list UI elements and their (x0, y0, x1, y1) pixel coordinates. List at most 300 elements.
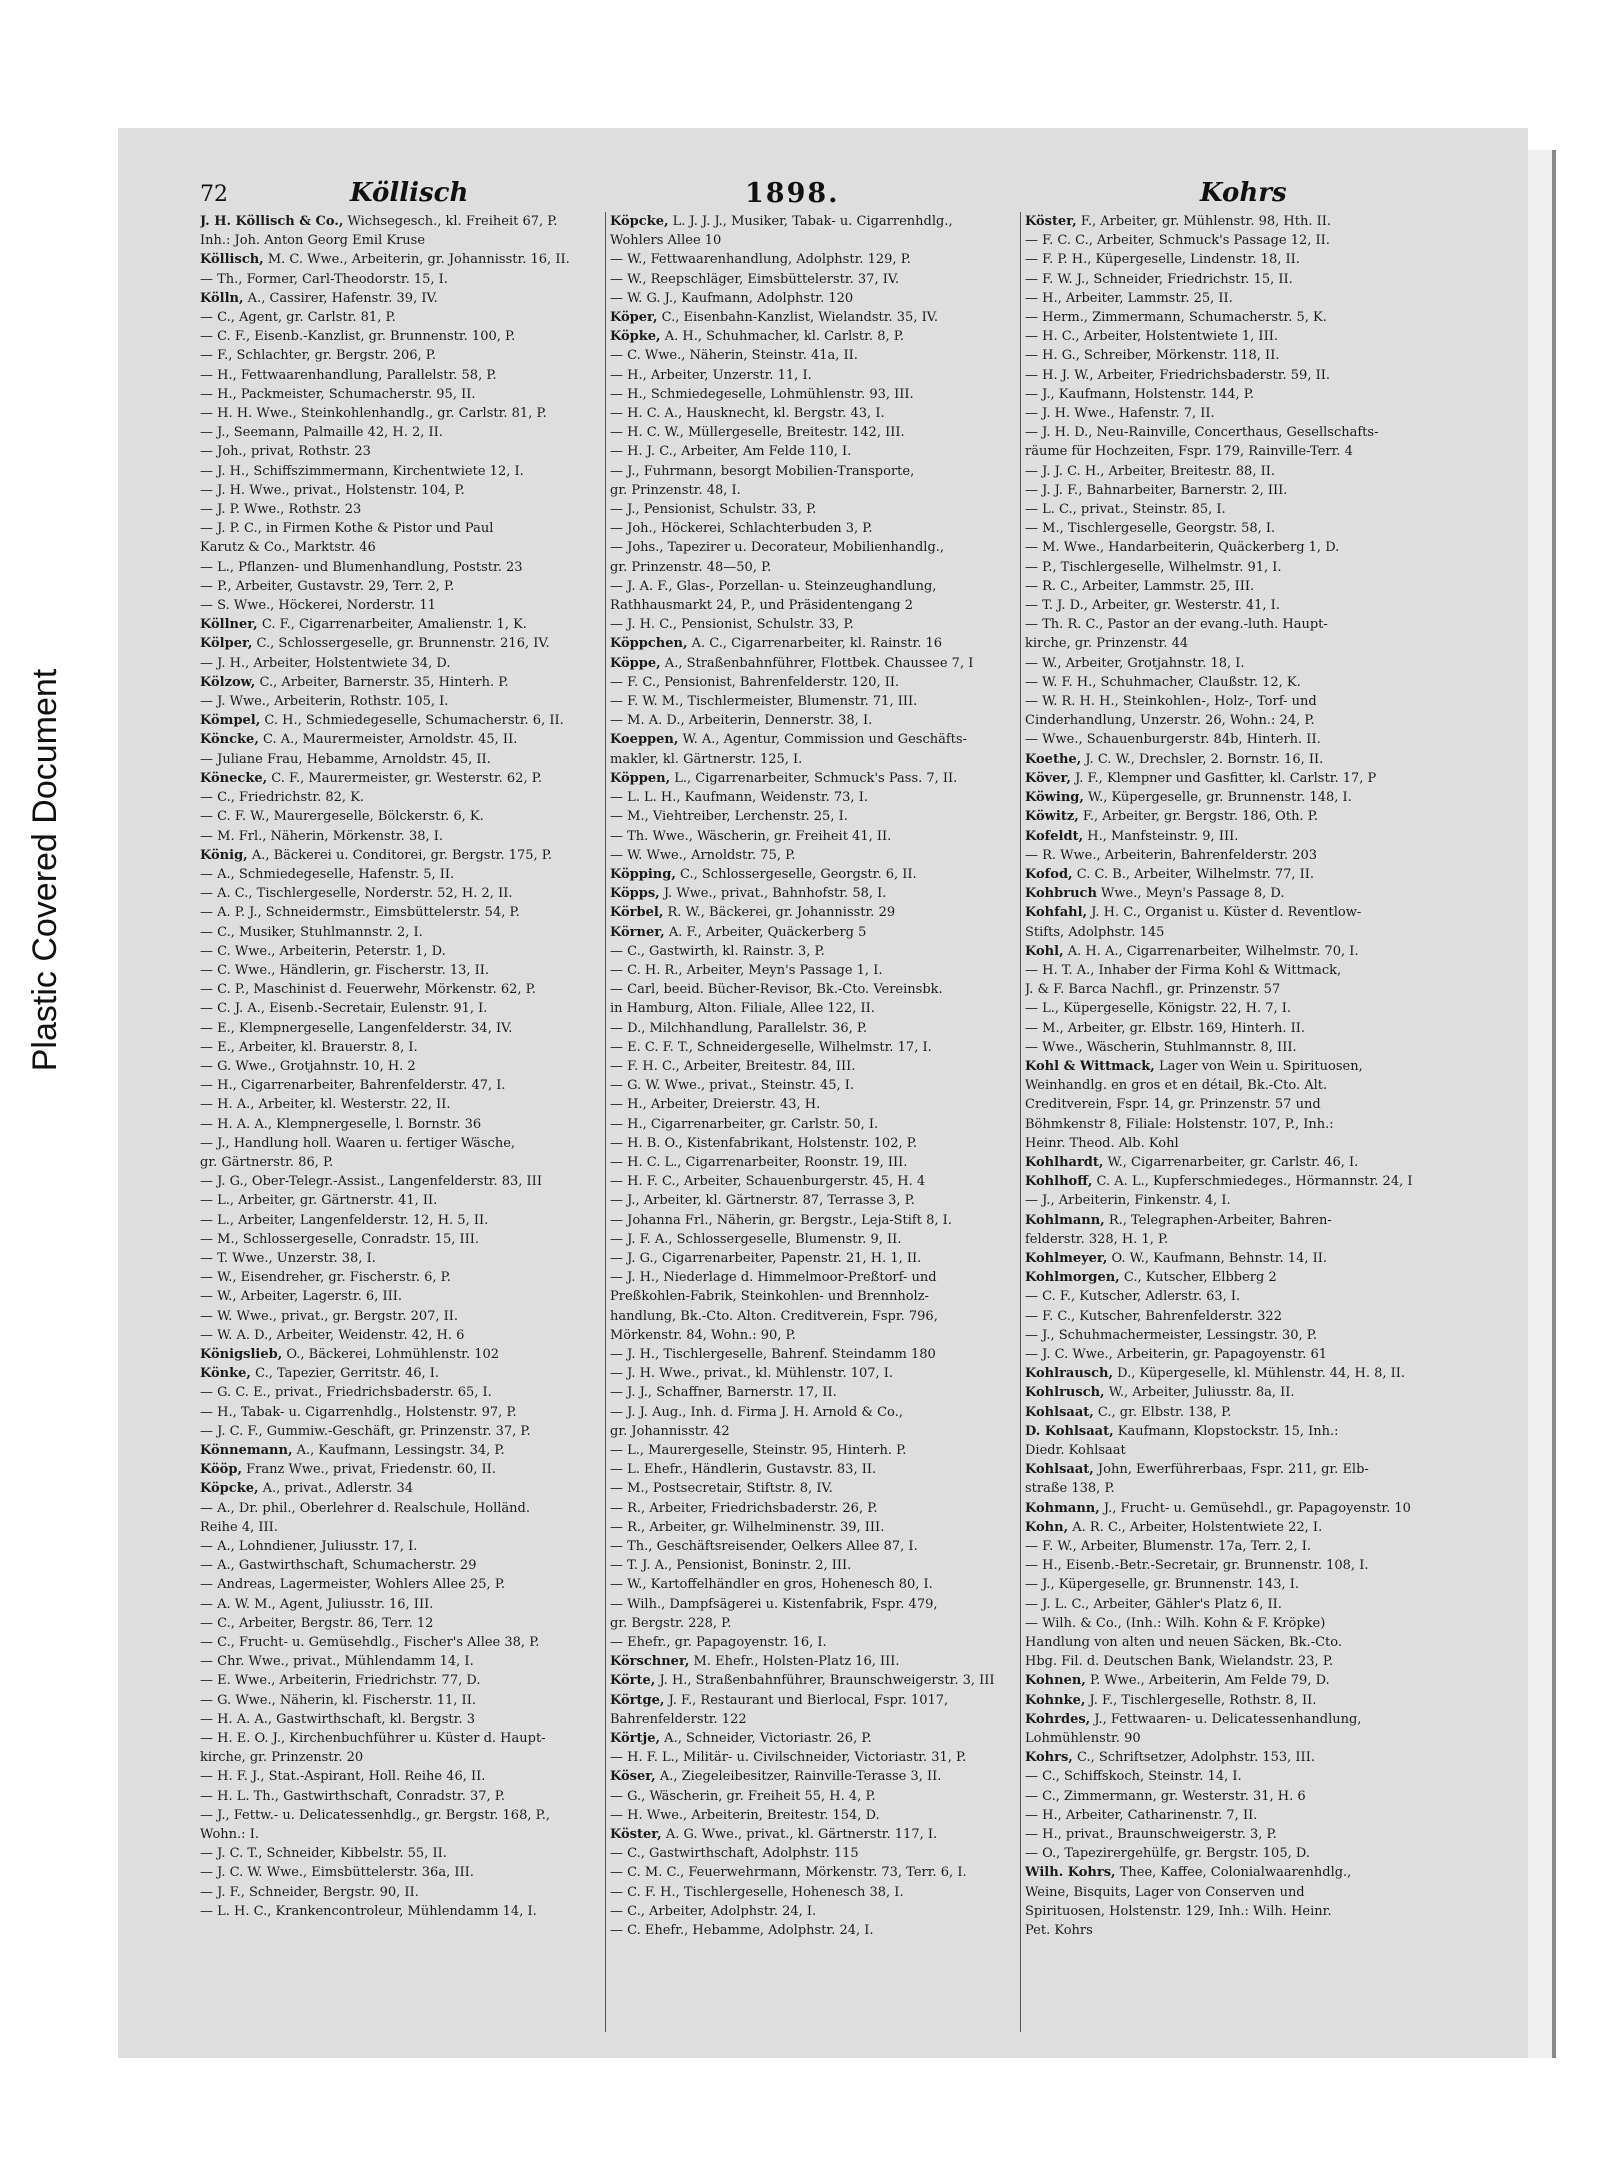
directory-entry (1025, 519, 1440, 538)
directory-entry (610, 366, 1020, 385)
entry-text: — C., Arbeiter, Adolphstr. 24, I. (610, 1903, 817, 1919)
directory-entry (610, 1460, 1020, 1479)
directory-entry (610, 1134, 1020, 1153)
directory-entry (200, 1287, 620, 1306)
directory-entry (610, 1633, 1020, 1652)
entry-text: — R., Arbeiter, gr. Wilhelminenstr. 39, III. (610, 1519, 885, 1535)
directory-entry (200, 500, 620, 519)
directory-entry (200, 884, 620, 903)
entry-name: Kohmann, (1025, 1500, 1100, 1516)
entry-text: — C. Ehefr., Hebamme, Adolphstr. 24, I. (610, 1923, 874, 1939)
entry-text: Weine, Bisquits, Lager von Conserven und (1025, 1884, 1305, 1900)
directory-entry (1025, 1691, 1440, 1710)
entry-text: F., Arbeiter, gr. Mühlenstr. 98, Hth. II. (1076, 214, 1331, 229)
directory-entry (200, 1153, 620, 1172)
entry-text: — Carl, beeid. Bücher-Revisor, Bk.-Cto. Vereinsbk. (610, 982, 943, 998)
directory-entry (200, 1364, 620, 1383)
entry-text: — L., Küpergeselle, Königstr. 22, H. 7, I. (1025, 1001, 1292, 1017)
directory-entry (610, 1383, 1020, 1402)
directory-entry (200, 1230, 620, 1249)
entry-name: Köpke, (610, 329, 661, 345)
entry-text: — G., Wäscherin, gr. Freiheit 55, H. 4, P. (610, 1788, 876, 1804)
directory-entry (200, 462, 620, 481)
directory-entry (1025, 807, 1440, 826)
header-year: 1898. (745, 178, 840, 209)
entry-text: — W., Arbeiter, Lagerstr. 6, III. (200, 1289, 402, 1305)
entry-text: — J. C. T., Schneider, Kibbelstr. 55, II. (200, 1846, 447, 1862)
directory-entry (1025, 1479, 1440, 1498)
entry-text: — J., Küpergeselle, gr. Brunnenstr. 143, I. (1025, 1577, 1300, 1593)
entry-text: — W., Reepschläger, Eimsbüttelerstr. 37, IV. (610, 271, 900, 287)
entry-text: — J., Schuhmachermeister, Lessingstr. 30, P. (1025, 1327, 1318, 1343)
header-last-entry: Kohrs (1200, 178, 1287, 208)
entry-text: — A., Gastwirthschaft, Schumacherstr. 29 (200, 1558, 477, 1574)
entry-text: Reihe 4, III. (200, 1519, 278, 1535)
entry-text: — A. C., Tischlergeselle, Norderstr. 52, H. 2, II. (200, 886, 513, 902)
directory-entry (1025, 615, 1440, 634)
entry-text: in Hamburg, Alton. Filiale, Allee 122, II. (610, 1001, 875, 1017)
entry-name: Körtje, (610, 1731, 661, 1747)
directory-entry (200, 999, 620, 1018)
entry-text: — G. Wwe., Grotjahnstr. 10, H. 2 (200, 1058, 416, 1074)
directory-entry (1025, 538, 1440, 557)
entry-text: — H. F. C., Arbeiter, Schauenburgerstr. 45, H. 4 (610, 1174, 926, 1190)
entry-text: W. A., Agentur, Commission und Geschäfts- (678, 732, 967, 748)
directory-entry (200, 1499, 620, 1518)
directory-entry (610, 1556, 1020, 1575)
directory-entry (1025, 1383, 1440, 1402)
directory-entry (1025, 1134, 1440, 1153)
entry-text: Heinr. Theod. Alb. Kohl (1025, 1135, 1179, 1151)
entry-text: P. Wwe., Arbeiterin, Am Felde 79, D. (1085, 1673, 1330, 1689)
directory-entry (610, 692, 1020, 711)
entry-text: kirche, gr. Prinzenstr. 44 (1025, 636, 1189, 652)
directory-entry (200, 980, 620, 999)
directory-entry (610, 730, 1020, 749)
entry-name: Kohl & Wittmack, (1025, 1058, 1155, 1074)
directory-entry (610, 577, 1020, 596)
directory-entry (200, 1095, 620, 1114)
entry-text: C., Arbeiter, Barnerstr. 35, Hinterh. P. (255, 674, 509, 690)
entry-text: — J. J. C. H., Arbeiter, Breitestr. 88, II. (1025, 463, 1275, 479)
directory-entry (1025, 903, 1440, 922)
directory-entry (1025, 1249, 1440, 1268)
entry-text: gr. Bergstr. 228, P. (610, 1615, 732, 1631)
entry-text: J., Fettwaaren- u. Delicatessenhandlung, (1090, 1711, 1362, 1727)
directory-entry (200, 1268, 620, 1287)
entry-name: Köper, (610, 310, 658, 326)
directory-entry (200, 1787, 620, 1806)
directory-entry (1025, 1191, 1440, 1210)
entry-text: — R., Arbeiter, Friedrichsbaderstr. 26, P. (610, 1500, 878, 1516)
directory-entry (200, 270, 620, 289)
directory-entry (610, 212, 1020, 231)
directory-entry (610, 423, 1020, 442)
entry-text: — C., Frucht- u. Gemüsehdlg., Fischer's Allee 38, P. (200, 1635, 540, 1651)
entry-name: J. H. Köllisch & Co., (200, 214, 344, 229)
directory-entry (200, 1556, 620, 1575)
entry-text: — M., Arbeiter, gr. Elbstr. 169, Hinterh. II. (1025, 1020, 1305, 1036)
directory-entry (200, 1863, 620, 1882)
directory-entry (200, 577, 620, 596)
entry-text: — C., Friedrichstr. 82, K. (200, 790, 365, 806)
entry-text: — A., Dr. phil., Oberlehrer d. Realschule, Holländ. (200, 1500, 531, 1516)
directory-entry (610, 346, 1020, 365)
directory-entry (1025, 1883, 1440, 1902)
directory-entry (200, 1134, 620, 1153)
entry-text: — L., Arbeiter, Langenfelderstr. 12, H. 5, II. (200, 1212, 489, 1228)
entry-text: — Th. R. C., Pastor an der evang.-luth. Haupt- (1025, 617, 1328, 633)
directory-entry (200, 385, 620, 404)
entry-text: — C., Zimmermann, gr. Westerstr. 31, H. 6 (1025, 1788, 1306, 1804)
entry-name: Kofeldt, (1025, 828, 1084, 844)
entry-text: — Chr. Wwe., privat., Mühlendamm 14, I. (200, 1654, 474, 1670)
entry-text: — Juliane Frau, Hebamme, Arnoldstr. 45, II. (200, 751, 491, 767)
directory-entry (1025, 1537, 1440, 1556)
directory-entry (610, 827, 1020, 846)
entry-name: Könnemann, (200, 1443, 293, 1458)
entry-text: — J. J. Aug., Inh. d. Firma J. H. Arnold & Co., (610, 1404, 903, 1420)
directory-entry (610, 1825, 1020, 1844)
entry-name: Kohlsaat, (1025, 1404, 1094, 1420)
directory-entry (610, 673, 1020, 692)
running-head (200, 178, 1590, 210)
entry-text: A. F., Arbeiter, Quäckerberg 5 (664, 924, 867, 940)
directory-entry (1025, 1499, 1440, 1518)
directory-entry (1025, 1211, 1440, 1230)
entry-text: gr. Gärtnerstr. 86, P. (200, 1154, 334, 1170)
entry-text: — H. H. Wwe., Steinkohlenhandlg., gr. Carlstr. 81, P. (200, 406, 547, 422)
directory-entry (610, 980, 1020, 999)
entry-text: — C. M. C., Feuerwehrmann, Mörkenstr. 73, Terr. 6, I. (610, 1865, 967, 1881)
directory-entry (200, 250, 620, 269)
entry-text: — G. W. Wwe., privat., Steinstr. 45, I. (610, 1078, 855, 1094)
directory-entry (200, 692, 620, 711)
entry-text: — H. J. C., Arbeiter, Am Felde 110, I. (610, 444, 852, 460)
directory-entry (1025, 750, 1440, 769)
directory-entry (200, 1729, 620, 1748)
directory-entry (200, 327, 620, 346)
entry-name: Köppchen, (610, 636, 688, 652)
entry-text: — J. C. F., Gummiw.-Geschäft, gr. Prinzenstr. 37, P. (200, 1423, 531, 1439)
entry-text: — T. Wwe., Unzerstr. 38, I. (200, 1250, 376, 1266)
entry-name: Köppe, (610, 655, 661, 671)
directory-entry (610, 999, 1020, 1018)
entry-text: gr. Prinzenstr. 48, I. (610, 482, 741, 498)
entry-text: — H. C. W., Müllergeselle, Breitestr. 142, III. (610, 425, 905, 441)
entry-text: Inh.: Joh. Anton Georg Emil Kruse (200, 233, 426, 249)
directory-entry (610, 1729, 1020, 1748)
directory-entry (1025, 654, 1440, 673)
directory-entry (1025, 1441, 1440, 1460)
directory-entry (200, 1671, 620, 1690)
directory-entry (610, 538, 1020, 557)
directory-entry (610, 750, 1020, 769)
directory-entry (1025, 999, 1440, 1018)
entry-text: — H. A. A., Klempnergeselle, l. Bornstr. 36 (200, 1116, 482, 1132)
entry-name: Kohlhoff, (1025, 1174, 1093, 1190)
entry-text: Wwe., Meyn's Passage 8, D. (1096, 886, 1285, 902)
entry-text: — J. F. A., Schlossergeselle, Blumenstr. 9, II. (610, 1231, 902, 1247)
directory-entry (200, 1172, 620, 1191)
entry-text: L. J. J. J., Musiker, Tabak- u. Cigarrenhdlg., (668, 214, 953, 229)
entry-text: Wichsegesch., kl. Freiheit 67, P. (343, 214, 558, 229)
entry-text: — A., Schmiedegeselle, Hafenstr. 5, II. (200, 866, 455, 882)
entry-text: — J. P. C., in Firmen Kothe & Pistor und Paul (200, 521, 494, 537)
entry-name: Kohnke, (1025, 1692, 1086, 1708)
entry-name: Königslieb, (200, 1346, 283, 1362)
directory-entry (1025, 500, 1440, 519)
entry-text: H., Manfsteinstr. 9, III. (1083, 828, 1239, 844)
entry-text: W., Cigarrenarbeiter, gr. Carlstr. 46, I. (1103, 1154, 1359, 1170)
directory-entry (1025, 1019, 1440, 1038)
directory-entry (1025, 289, 1440, 308)
entry-text: A. H., Schuhmacher, kl. Carlstr. 8, P. (660, 329, 904, 345)
directory-entry (610, 1787, 1020, 1806)
directory-entry (610, 1614, 1020, 1633)
entry-name: Köpcke, (610, 214, 669, 229)
entry-text: — J. C. W. Wwe., Eimsbüttelerstr. 36a, III. (200, 1865, 474, 1881)
entry-text: — E. C. F. T., Schneidergeselle, Wilhelmstr. 17, I. (610, 1039, 932, 1055)
directory-entry (610, 1172, 1020, 1191)
directory-entry (1025, 250, 1440, 269)
directory-entry (200, 1211, 620, 1230)
directory-entry (1025, 442, 1440, 461)
entry-text: — J. H. D., Neu-Rainville, Concerthaus, Gesellschafts- (1025, 425, 1379, 441)
directory-entry (610, 903, 1020, 922)
directory-entry (610, 1921, 1020, 1940)
directory-entry (200, 903, 620, 922)
entry-name: Kohrs, (1025, 1750, 1073, 1766)
entry-text: R., Telegraphen-Arbeiter, Bahren- (1104, 1212, 1332, 1228)
directory-entry (610, 807, 1020, 826)
directory-entry (610, 1268, 1020, 1287)
entry-text: A. H. A., Cigarrenarbeiter, Wilhelmstr. 70, I. (1063, 943, 1359, 959)
entry-text: — W. A. D., Arbeiter, Weidenstr. 42, H. 6 (200, 1327, 465, 1343)
directory-entry (200, 1767, 620, 1786)
directory-entry (200, 750, 620, 769)
entry-name: Kohfahl, (1025, 905, 1088, 921)
entry-text: — M. Wwe., Handarbeiterin, Quäckerberg 1, D. (1025, 540, 1340, 556)
directory-entry (1025, 1556, 1440, 1575)
directory-entry (610, 1806, 1020, 1825)
directory-entry (610, 519, 1020, 538)
entry-text: W., Küpergeselle, gr. Brunnenstr. 148, I. (1083, 790, 1352, 806)
entry-text: — C. F., Eisenb.-Kanzlist, gr. Brunnenstr. 100, P. (200, 329, 516, 345)
directory-entry (610, 1115, 1020, 1134)
entry-text: — F. C., Pensionist, Bahrenfelderstr. 120, II. (610, 674, 900, 690)
directory-entry (1025, 1844, 1440, 1863)
entry-text: — D., Milchhandlung, Parallelstr. 36, P. (610, 1020, 868, 1036)
entry-text: Stifts, Adolphstr. 145 (1025, 924, 1165, 940)
entry-text: W., Arbeiter, Juliusstr. 8a, II. (1104, 1385, 1295, 1401)
directory-entry (200, 1115, 620, 1134)
directory-entry (610, 270, 1020, 289)
entry-text: Weinhandlg. en gros et en détail, Bk.-Cto. Alt. (1025, 1078, 1328, 1094)
directory-entry (610, 1095, 1020, 1114)
entry-text: — J. H. Wwe., privat., Holstenstr. 104, P. (200, 482, 465, 498)
entry-name: Köpps, (610, 886, 660, 902)
entry-text: — W., Fettwaarenhandlung, Adolphstr. 129, P. (610, 252, 911, 268)
entry-text: — H., Tabak- u. Cigarrenhdlg., Holstenstr. 97, P. (200, 1404, 517, 1420)
directory-entry (200, 366, 620, 385)
entry-text: — G. Wwe., Näherin, kl. Fischerstr. 11, II. (200, 1692, 476, 1708)
entry-text: L., Cigarrenarbeiter, Schmuck's Pass. 7, II. (670, 770, 958, 786)
entry-name: Wilh. Kohrs, (1025, 1865, 1116, 1881)
header-first-entry: Köllisch (350, 178, 469, 208)
entry-text: — J. A. F., Glas-, Porzellan- u. Steinzeughandlung, (610, 578, 937, 594)
entry-name: Körtge, (610, 1692, 665, 1708)
directory-entry (200, 827, 620, 846)
directory-entry (1025, 385, 1440, 404)
entry-text: O., Bäckerei, Lohmühlenstr. 102 (282, 1346, 500, 1362)
entry-text: — W., Kartoffelhändler en gros, Hohenesch 80, I. (610, 1577, 933, 1593)
directory-entry (610, 500, 1020, 519)
entry-text: A., Cassirer, Hafenstr. 39, IV. (243, 290, 438, 306)
entry-text: — C., Gastwirthschaft, Adolphstr. 115 (610, 1846, 859, 1862)
entry-text: — P., Arbeiter, Gustavstr. 29, Terr. 2, P. (200, 578, 455, 594)
entry-name: Kohrdes, (1025, 1711, 1091, 1727)
entry-text: — H., Packmeister, Schumacherstr. 95, II. (200, 386, 476, 402)
entry-name: Kohlrusch, (1025, 1385, 1105, 1401)
entry-text: R. W., Bäckerei, gr. Johannisstr. 29 (663, 905, 896, 921)
entry-text: — J., Seemann, Palmaille 42, H. 2, II. (200, 425, 443, 441)
entry-text: — J. H. Wwe., privat., kl. Mühlenstr. 107, I. (610, 1366, 894, 1382)
entry-text: — J. G., Ober-Telegr.-Assist., Langenfelderstr. 83, III (200, 1174, 542, 1190)
directory-entry (610, 1076, 1020, 1095)
entry-text: — Joh., Höckerei, Schlachterbuden 3, P. (610, 521, 873, 537)
entry-text: — A. W. M., Agent, Juliusstr. 16, III. (200, 1596, 434, 1612)
directory-entry (610, 308, 1020, 327)
directory-entry (200, 1326, 620, 1345)
directory-entry (610, 654, 1020, 673)
directory-entry (610, 1518, 1020, 1537)
entry-text: — H., Eisenb.-Betr.-Secretair, gr. Brunnenstr. 108, I. (1025, 1558, 1369, 1574)
directory-entry (200, 423, 620, 442)
entry-text: — H. L. Th., Gastwirthschaft, Conradstr. 37, P. (200, 1788, 506, 1804)
entry-text: — L. C., privat., Steinstr. 85, I. (1025, 502, 1226, 518)
directory-entry (200, 1249, 620, 1268)
directory-entry (1025, 692, 1440, 711)
entry-text: J. Wwe., privat., Bahnhofstr. 58, I. (659, 886, 887, 902)
entry-text: D., Küpergeselle, kl. Mühlenstr. 44, H. 8, II. (1113, 1366, 1406, 1382)
entry-name: Kohlsaat, (1025, 1462, 1094, 1478)
entry-text: C. F., Maurermeister, gr. Westerstr. 62, P. (267, 770, 542, 786)
entry-text: J. & F. Barca Nachfl., gr. Prinzenstr. 57 (1025, 982, 1281, 998)
directory-entry (200, 1633, 620, 1652)
directory-column-2 (610, 212, 1020, 2032)
entry-name: Köncke, (200, 732, 259, 748)
entry-text: — J. H. Wwe., Hafenstr. 7, II. (1025, 406, 1215, 422)
entry-text: A. R. C., Arbeiter, Holstentwiete 22, I. (1068, 1519, 1323, 1535)
directory-entry (610, 865, 1020, 884)
directory-entry (1025, 1825, 1440, 1844)
directory-entry (200, 1383, 620, 1402)
directory-entry (1025, 730, 1440, 749)
entry-name: Kofod, (1025, 866, 1073, 882)
entry-text: — H. F. J., Stat.-Aspirant, Holl. Reihe 46, II. (200, 1769, 486, 1785)
entry-text: — J. L. C., Arbeiter, Gähler's Platz 6, II. (1025, 1596, 1282, 1612)
directory-entry (610, 250, 1020, 269)
directory-entry (200, 1595, 620, 1614)
directory-entry (200, 1057, 620, 1076)
entry-text: — W., Eisendreher, gr. Fischerstr. 6, P. (200, 1270, 451, 1286)
entry-text: — O., Tapezirergehülfe, gr. Bergstr. 105, D. (1025, 1846, 1310, 1862)
directory-entry (1025, 980, 1440, 999)
entry-text: — J. F., Schneider, Bergstr. 90, II. (200, 1884, 419, 1900)
entry-text: — R. C., Arbeiter, Lammstr. 25, III. (1025, 578, 1255, 594)
directory-entry (200, 711, 620, 730)
entry-text: — H. Wwe., Arbeiterin, Breitestr. 154, D. (610, 1807, 880, 1823)
entry-text: — Wwe., Wäscherin, Stuhlmannstr. 8, III. (1025, 1039, 1297, 1055)
entry-text: — W. Wwe., Arnoldstr. 75, P. (610, 847, 796, 863)
entry-name: Kohlmorgen, (1025, 1270, 1120, 1286)
entry-text: — E., Arbeiter, kl. Brauerstr. 8, I. (200, 1039, 418, 1055)
entry-text: J. C. W., Drechsler, 2. Bornstr. 16, II. (1081, 751, 1324, 767)
entry-text: — Herm., Zimmermann, Schumacherstr. 5, K. (1025, 310, 1327, 326)
directory-entry (1025, 634, 1440, 653)
entry-name: König, (200, 847, 248, 863)
entry-text: — F. W., Arbeiter, Blumenstr. 17a, Terr. 2, I. (1025, 1539, 1312, 1555)
directory-entry (610, 1902, 1020, 1921)
entry-name: Kölzow, (200, 674, 256, 690)
entry-text: — L. Ehefr., Händlerin, Gustavstr. 83, II. (610, 1462, 877, 1478)
entry-text: Kaufmann, Klopstockstr. 15, Inh.: (1113, 1423, 1339, 1439)
directory-entry (1025, 1575, 1440, 1594)
entry-text: — C. Wwe., Händlerin, gr. Fischerstr. 13, II. (200, 962, 490, 978)
entry-text: — J., Fuhrmann, besorgt Mobilien-Transporte, (610, 463, 915, 479)
directory-entry (200, 1883, 620, 1902)
entry-text: — W. G. J., Kaufmann, Adolphstr. 120 (610, 290, 854, 306)
entry-text: Wohn.: I. (200, 1827, 259, 1843)
directory-entry (1025, 1633, 1440, 1652)
directory-entry (610, 1844, 1020, 1863)
entry-text: — H., Schmiedegeselle, Lohmühlenstr. 93, III. (610, 386, 914, 402)
side-label: Plastic Covered Document (26, 668, 64, 1072)
entry-text: — J. H., Arbeiter, Holstentwiete 34, D. (200, 655, 451, 671)
entry-text: — Joh., privat, Rothstr. 23 (200, 444, 371, 460)
directory-entry (1025, 1863, 1440, 1882)
entry-name: Koeppen, (610, 732, 679, 748)
directory-entry (610, 289, 1020, 308)
directory-entry (200, 289, 620, 308)
entry-text: kirche, gr. Prinzenstr. 20 (200, 1750, 364, 1766)
entry-text: — M., Postsecretair, Stiftstr. 8, IV. (610, 1481, 833, 1497)
directory-entry (1025, 827, 1440, 846)
entry-text: Lager von Wein u. Spirituosen, (1154, 1058, 1363, 1074)
directory-entry (610, 1326, 1020, 1345)
entry-text: C. C. B., Arbeiter, Wilhelmstr. 77, II. (1072, 866, 1315, 882)
entry-text: — F. W. J., Schneider, Friedrichstr. 15, II. (1025, 271, 1293, 287)
entry-text: J., Frucht- u. Gemüsehdl., gr. Papagoyenstr. 10 (1099, 1500, 1411, 1516)
entry-name: Könke, (200, 1366, 251, 1382)
directory-entry (1025, 270, 1440, 289)
directory-entry (1025, 1902, 1440, 1921)
directory-entry (610, 1710, 1020, 1729)
entry-name: Kohlhardt, (1025, 1154, 1104, 1170)
directory-entry (200, 807, 620, 826)
entry-text: — J., Fettw.- u. Delicatessenhdlg., gr. Bergstr. 168, P., (200, 1807, 550, 1823)
directory-entry (200, 519, 620, 538)
entry-text: — J. Wwe., Arbeiterin, Rothstr. 105, I. (200, 694, 449, 710)
directory-entry (610, 1019, 1020, 1038)
entry-name: Körschner, (610, 1654, 690, 1670)
directory-entry (1025, 366, 1440, 385)
entry-text: — J. J., Schaffner, Barnerstr. 17, II. (610, 1385, 837, 1401)
directory-entry (1025, 404, 1440, 423)
directory-entry (200, 769, 620, 788)
directory-entry (610, 462, 1020, 481)
